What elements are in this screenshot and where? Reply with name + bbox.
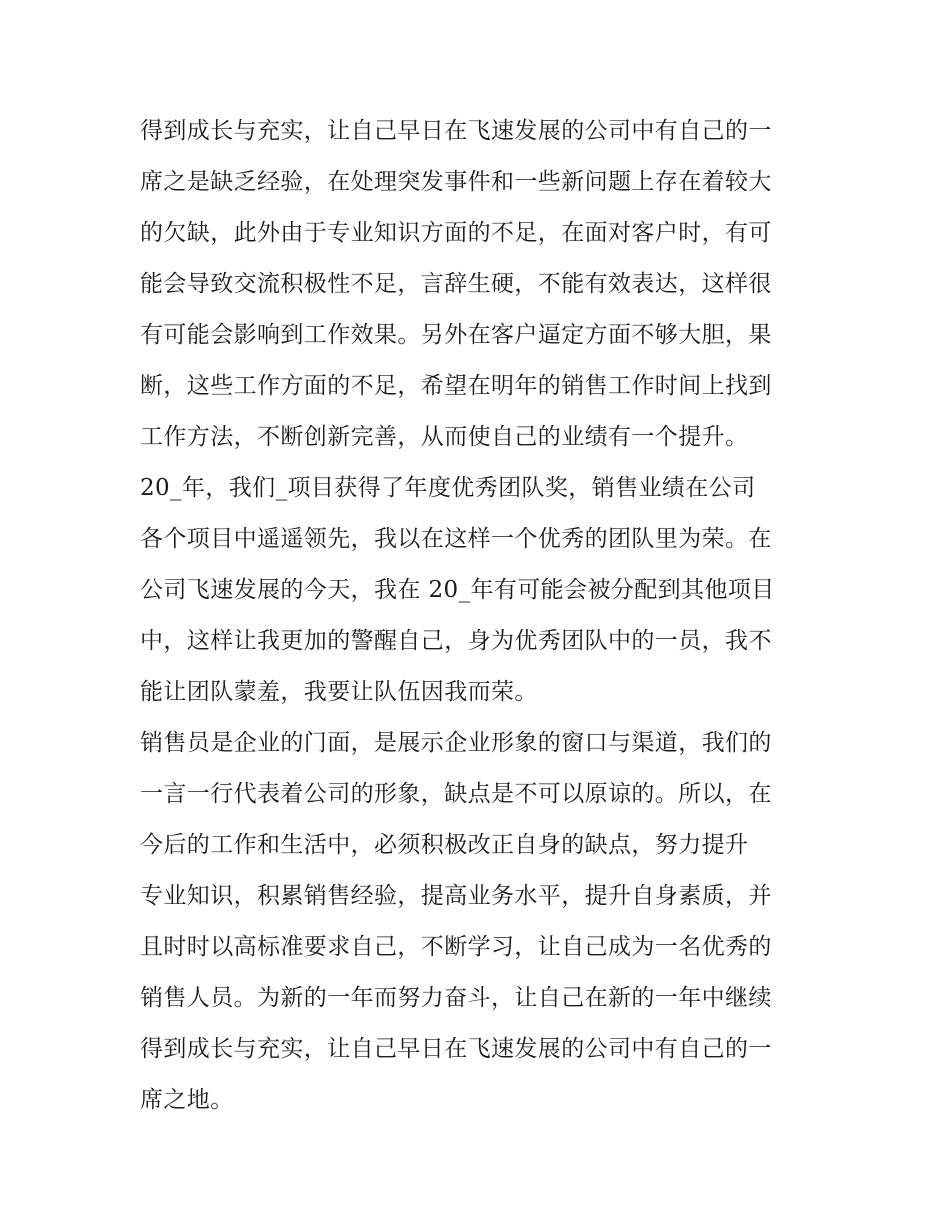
text-line: 20_年，我们_项目获得了年度优秀团队奖，销售业绩在公司 bbox=[140, 475, 756, 501]
text-line: 且时时以高标准要求自己，不断学习，让自己成为一名优秀的 bbox=[140, 934, 772, 960]
text-line: 断，这些工作方面的不足，希望在明年的销售工作时间上找到 bbox=[140, 373, 772, 399]
text-line: 席之地。 bbox=[140, 1087, 234, 1113]
text-line: 各个项目中遥遥领先，我以在这样一个优秀的团队里为荣。在 bbox=[140, 526, 772, 552]
text-line: 一言一行代表着公司的形象，缺点是不可以原谅的。所以，在 bbox=[140, 781, 772, 807]
text-line: 的欠缺，此外由于专业知识方面的不足，在面对客户时，有可 bbox=[140, 220, 772, 246]
text-line: 销售员是企业的门面，是展示企业形象的窗口与渠道，我们的 bbox=[140, 730, 772, 756]
text-line: 公司飞速发展的今天，我在 20_年有可能会被分配到其他项目 bbox=[140, 577, 775, 603]
text-line: 席之是缺乏经验，在处理突发事件和一些新问题上存在着较大 bbox=[140, 169, 772, 195]
text-line: 今后的工作和生活中，必须积极改正自身的缺点，努力提升 bbox=[140, 832, 749, 858]
text-line: 工作方法，不断创新完善，从而使自己的业绩有一个提升。 bbox=[140, 424, 749, 450]
text-line: 能让团队蒙羞，我要让队伍因我而荣。 bbox=[140, 679, 538, 705]
text-line: 有可能会影响到工作效果。另外在客户逼定方面不够大胆，果 bbox=[140, 322, 772, 348]
text-line: 销售人员。为新的一年而努力奋斗，让自己在新的一年中继续 bbox=[140, 985, 772, 1011]
text-line: 得到成长与充实，让自己早日在飞速发展的公司中有自己的一 bbox=[140, 1036, 772, 1062]
document-body bbox=[140, 106, 830, 1126]
text-line: 能会导致交流积极性不足，言辞生硬，不能有效表达，这样很 bbox=[140, 271, 772, 297]
text-line: 得到成长与充实，让自己早日在飞速发展的公司中有自己的一 bbox=[140, 118, 772, 144]
text-line: 专业知识，积累销售经验，提高业务水平，提升自身素质，并 bbox=[140, 883, 772, 909]
text-line: 中，这样让我更加的警醒自己，身为优秀团队中的一员，我不 bbox=[140, 628, 772, 654]
